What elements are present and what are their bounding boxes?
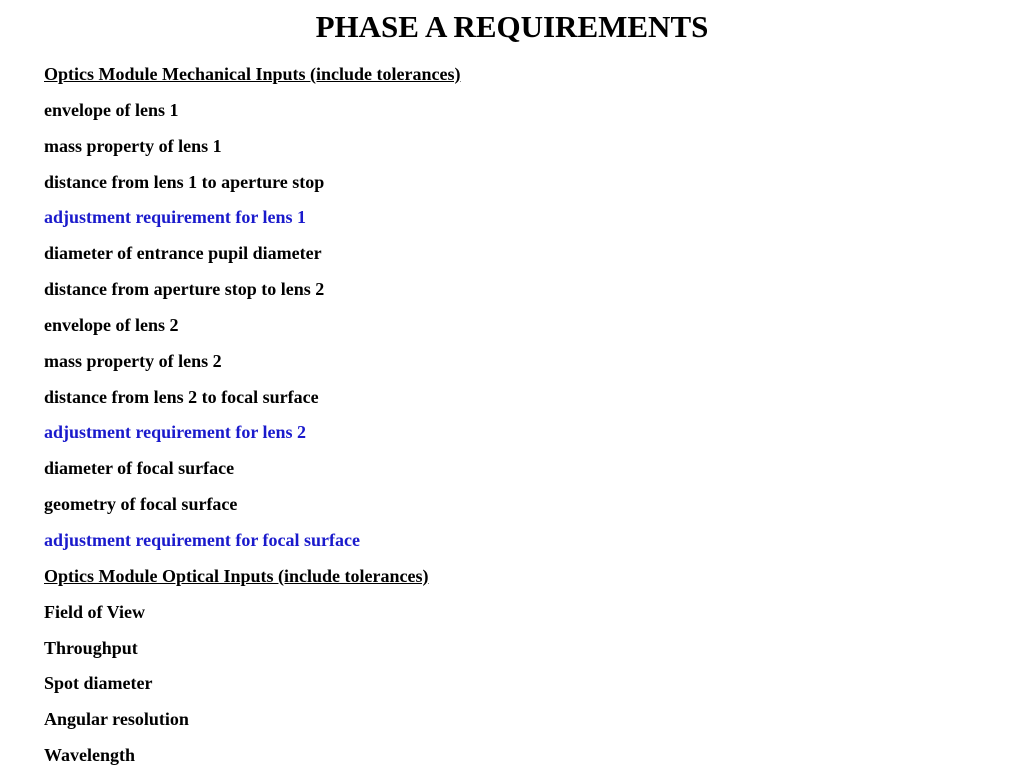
section-heading-optical-inputs: Optics Module Optical Inputs (include tolerances): [44, 565, 429, 586]
page-title: PHASE A REQUIREMENTS: [315, 9, 709, 44]
requirement-item: distance from lens 1 to aperture stop: [44, 171, 325, 192]
requirement-item: envelope of lens 1: [44, 99, 179, 120]
requirement-item-highlighted: adjustment requirement for lens 2: [44, 422, 306, 443]
requirement-item: geometry of focal surface: [44, 494, 238, 515]
requirement-item: Spot diameter: [44, 673, 153, 694]
requirement-item-highlighted: adjustment requirement for focal surface: [44, 529, 360, 550]
requirement-item: Angular resolution: [44, 709, 189, 730]
section-heading-mechanical-inputs: Optics Module Mechanical Inputs (include tolerances): [44, 64, 461, 84]
requirement-item: envelope of lens 2: [44, 314, 179, 335]
requirement-item: diameter of focal surface: [44, 458, 235, 479]
requirement-item: distance from aperture stop to lens 2: [44, 279, 325, 300]
requirement-item: diameter of entrance pupil diameter: [44, 243, 322, 264]
requirement-item: distance from lens 2 to focal surface: [44, 386, 319, 407]
requirement-item: Wavelength: [44, 745, 136, 766]
requirements-list: [44, 62, 461, 779]
requirement-item: Field of View: [44, 601, 145, 622]
requirement-item: mass property of lens 2: [44, 350, 222, 371]
requirement-item: Throughput: [44, 637, 138, 658]
requirement-item-highlighted: adjustment requirement for lens 1: [44, 207, 306, 228]
requirement-item: mass property of lens 1: [44, 135, 222, 156]
